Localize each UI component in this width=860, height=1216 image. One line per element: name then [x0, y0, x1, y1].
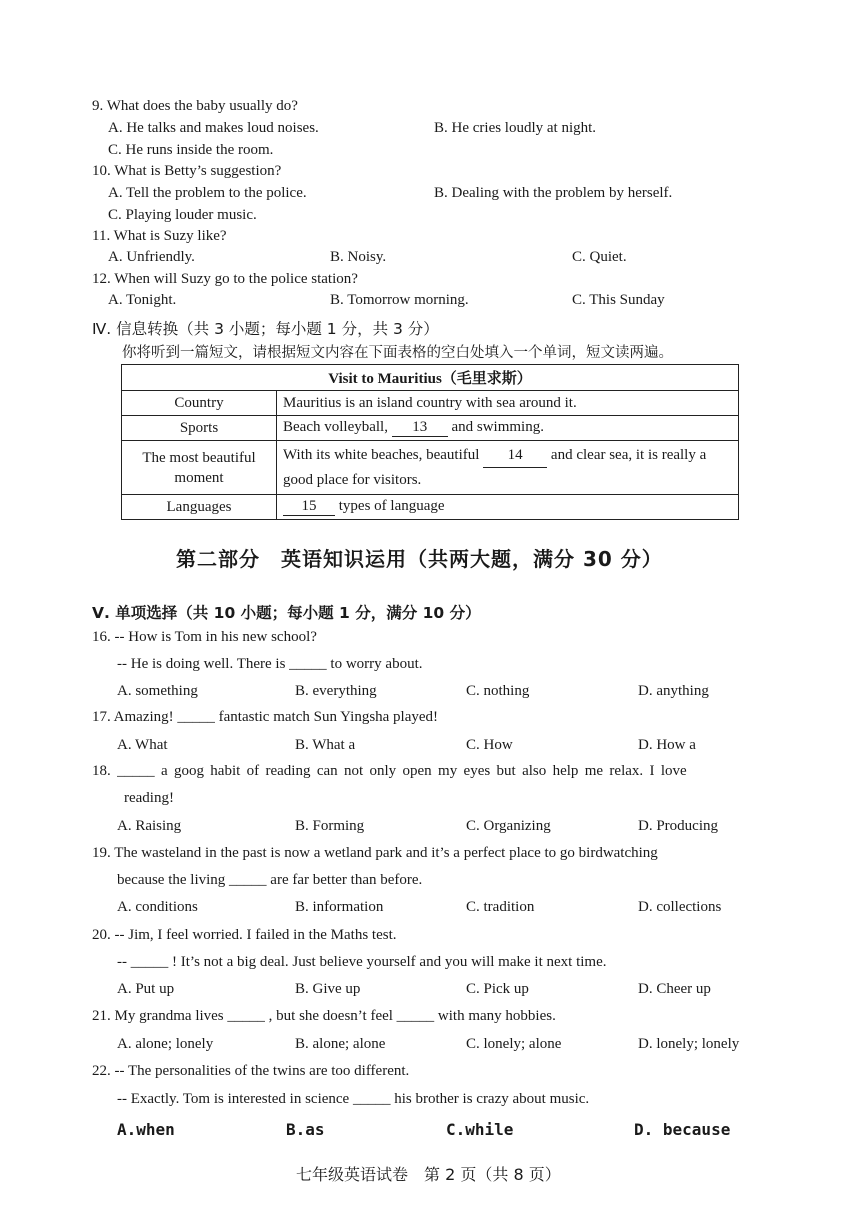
option-b: B. Forming [295, 818, 365, 834]
section-4-title: Ⅳ. 信息转换（共 3 小题；每小题 1 分，共 3 分） [92, 320, 439, 338]
question-10-stem: 10. What is Betty’s suggestion? [92, 163, 282, 179]
option-b: B. He cries loudly at night. [434, 120, 597, 136]
option-d: D. Cheer up [638, 981, 711, 997]
option-b: B. alone; alone [295, 1036, 386, 1052]
option-c: C. He runs inside the room. [108, 142, 274, 158]
row-value [277, 391, 739, 416]
option-a: A. Tell the problem to the police. [108, 185, 307, 201]
question-17-line-1: 17. Amazing! _____ fantastic match Sun Yingsha played! [92, 709, 439, 725]
question-22-line-1: 22. -- The personalities of the twins are too different. [92, 1063, 410, 1079]
option-c: C. Pick up [466, 981, 529, 997]
row-value [277, 495, 739, 520]
answer-blank-14[interactable]: 14 [483, 443, 547, 468]
page-footer: 七年级英语试卷 第 2 页（共 8 页） [296, 1165, 561, 1184]
option-b: B. information [295, 899, 384, 915]
question-12-stem: 12. When will Suzy go to the police station? [92, 271, 358, 287]
option-b: B. Noisy. [330, 249, 387, 265]
table-row [122, 495, 739, 520]
option-c: C. Organizing [466, 818, 551, 834]
question-19-line-2: because the living _____ are far better than before. [117, 872, 423, 888]
option-b: B. Dealing with the problem by herself. [434, 185, 673, 201]
option-c: C. How [466, 737, 513, 753]
option-b: B. everything [295, 683, 377, 699]
option-a: A. conditions [117, 899, 198, 915]
option-a: A. What [117, 737, 168, 753]
option-b: B. Give up [295, 981, 361, 997]
option-c: C. Playing louder music. [108, 207, 257, 223]
answer-blank-13[interactable]: 13 [392, 419, 448, 437]
option-b: B. Tomorrow morning. [330, 292, 469, 308]
option-a: A. Raising [117, 818, 182, 834]
row-text: and clear sea, it is really a good place for visitors. [283, 447, 707, 488]
row-text: Beach volleyball, [283, 419, 388, 435]
row-key: Country [122, 391, 277, 416]
option-d: D. anything [638, 683, 709, 699]
table-row [122, 441, 739, 495]
option-d: D. lonely; lonely [638, 1036, 740, 1052]
question-20-line-1: 20. -- Jim, I feel worried. I failed in the Maths test. [92, 927, 397, 943]
row-value [277, 441, 739, 495]
option-a: A. something [117, 683, 198, 699]
question-21-line-1: 21. My grandma lives _____ , but she doesn’t feel _____ with many hobbies. [92, 1008, 556, 1024]
option-c: C. This Sunday [572, 292, 665, 308]
question-9-stem: 9. What does the baby usually do? [92, 98, 298, 114]
option-a: A. Unfriendly. [108, 249, 195, 265]
option-c: C. Quiet. [572, 249, 627, 265]
table-header: Visit to Mauritius（毛里求斯） [122, 365, 739, 391]
option-d: D. collections [638, 899, 722, 915]
row-text: With its white beaches, beautiful [283, 447, 480, 463]
option-d: D. Producing [638, 818, 718, 834]
question-22-line-2: -- Exactly. Tom is interested in science _____ his brother is crazy about music. [117, 1091, 590, 1107]
row-text: Mauritius is an island country with sea around it. [283, 394, 577, 411]
answer-blank-15[interactable]: 15 [283, 498, 335, 516]
table-row [122, 416, 739, 441]
option-a: A. Put up [117, 981, 175, 997]
option-c: C.while [446, 1120, 514, 1139]
option-c: C. tradition [466, 899, 535, 915]
info-table [121, 364, 739, 520]
option-c: C. lonely; alone [466, 1036, 562, 1052]
question-20-line-2: -- _____ ! It’s not a big deal. Just believe yourself and you will make it next time. [117, 954, 607, 970]
row-key: The most beautiful moment [122, 441, 277, 495]
row-text: types of language [338, 498, 445, 514]
option-a: A. alone; lonely [117, 1036, 214, 1052]
option-a: A. Tonight. [108, 292, 177, 308]
row-key: Sports [122, 416, 277, 441]
option-d: D. because [634, 1120, 731, 1139]
section-4-instruction: 你将听到一篇短文，请根据短文内容在下面表格的空白处填入一个单词，短文读两遍。 [122, 345, 673, 361]
option-b: B. What a [295, 737, 356, 753]
question-16-line-2: -- He is doing well. There is _____ to worry about. [117, 656, 423, 672]
part-2-title: 第二部分 英语知识运用（共两大题，满分 30 分） [176, 547, 663, 571]
option-d: D. How a [638, 737, 696, 753]
row-key: Languages [122, 495, 277, 520]
row-text: and swimming. [451, 419, 544, 435]
option-a: A.when [117, 1120, 175, 1139]
option-a: A. He talks and makes loud noises. [108, 120, 319, 136]
question-18-line-1: 18. _____ a goog habit of reading can not only open my eyes but also help me relax. I love [92, 763, 687, 779]
question-16-line-1: 16. -- How is Tom in his new school? [92, 629, 317, 645]
option-c: C. nothing [466, 683, 530, 699]
question-19-line-1: 19. The wasteland in the past is now a wetland park and it’s a perfect place to go birdwatching [92, 845, 658, 861]
row-value [277, 416, 739, 441]
question-18-line-2: reading! [124, 790, 174, 806]
table-row [122, 391, 739, 416]
section-5-title: Ⅴ. 单项选择（共 10 小题；每小题 1 分，满分 10 分） [92, 604, 481, 622]
option-b: B.as [286, 1120, 325, 1139]
question-11-stem: 11. What is Suzy like? [92, 228, 227, 244]
